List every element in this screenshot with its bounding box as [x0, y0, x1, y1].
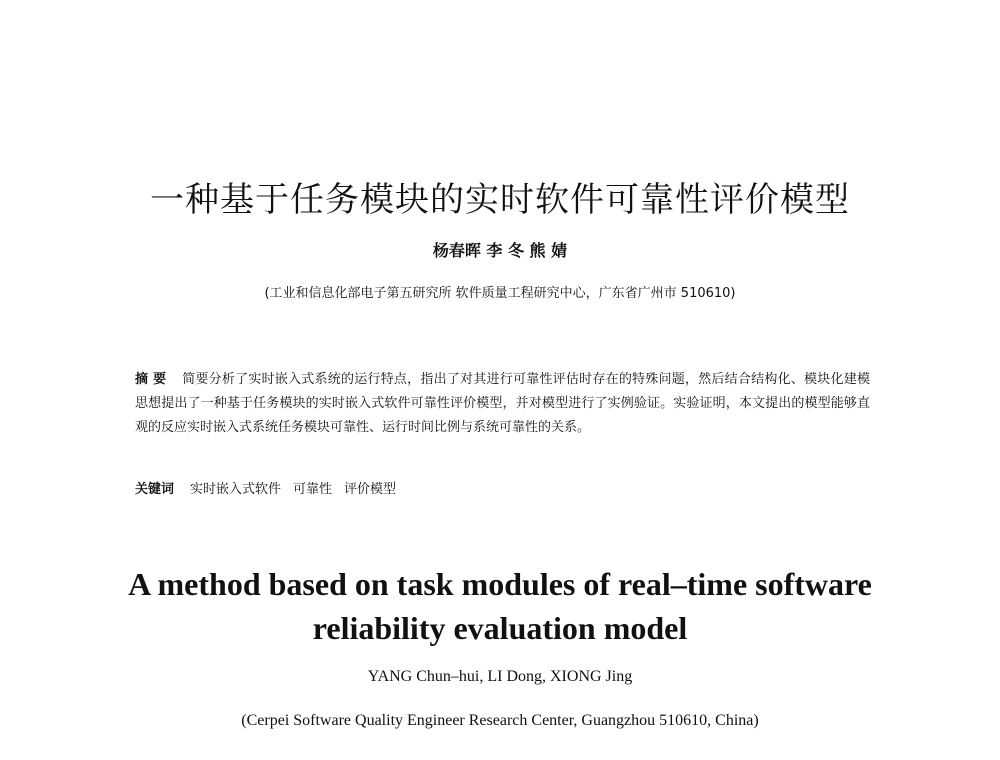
chinese-affiliation: (工业和信息化部电子第五研究所 软件质量工程研究中心，广东省广州市 510610) [264, 286, 736, 301]
keyword-item: 评价模型 [344, 482, 397, 497]
keywords-label: 关键词 [135, 482, 175, 497]
english-authors: YANG Chun–hui, LI Dong, XIONG Jing [367, 668, 633, 685]
chinese-authors: 杨春晖 李 冬 熊 婧 [432, 241, 568, 260]
english-affiliation: (Cerpei Software Quality Engineer Research Center, Guangzhou 510610, China) [241, 712, 759, 729]
chinese-keywords [135, 478, 870, 502]
abstract-label: 摘 要 [135, 372, 167, 387]
english-title: A method based on task modules of real–time software reliability evaluation model [128, 566, 872, 646]
chinese-title: 一种基于任务模块的实时软件可靠性评价模型 [150, 180, 850, 220]
keyword-item: 实时嵌入式软件 [190, 482, 282, 497]
abstract-text: 简要分析了实时嵌入式系统的运行特点，指出了对其进行可靠性评估时存在的特殊问题，然后结合结构化、模块化建模思想提出了一种基于任务模块的实时嵌入式软件可靠性评价模型，并对模型进行了实例验证。实验证明，本文提出的模型能够直观的反应实时嵌入式系统任务模块可靠性、运行时间比例与系统可靠性的关系。 [135, 372, 870, 435]
chinese-abstract [135, 368, 870, 440]
keyword-item: 可靠性 [293, 482, 333, 497]
